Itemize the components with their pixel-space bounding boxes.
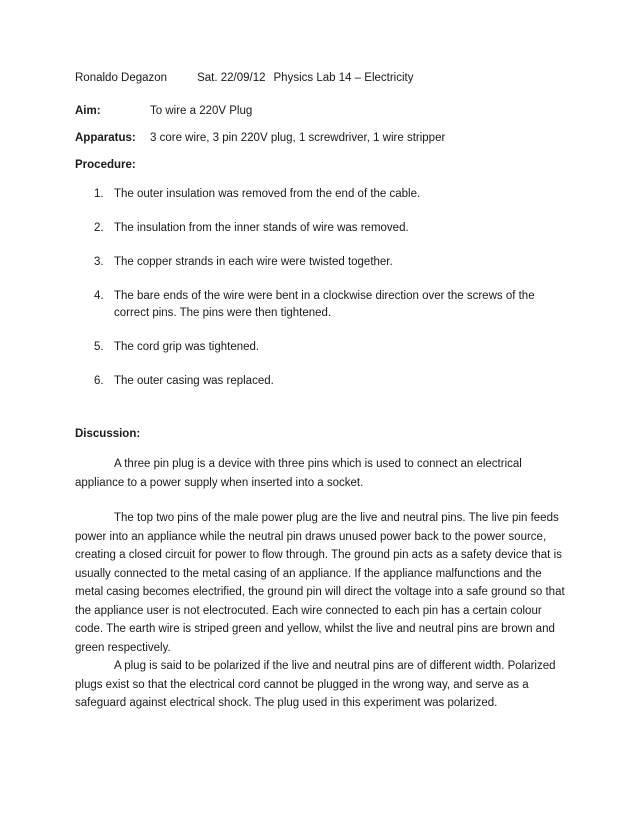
step-text: The copper strands in each wire were twisted together. [114,256,393,268]
discussion-paragraph-2: The top two pins of the male power plug are the live and neutral pins. The live pin feeds power into an appliance while the neutral pin draws unused power back to the power source, creating a closed circuit for power to flow through. The ground pin acts as a safety device that is usually connected to the metal casing of an appliance. If the appliance malfunctions and the metal casing becomes electrified, the ground pin will direct the voltage into a safe ground so that the appliance user is not electrocuted. Each wire connected to each pin has a certain colour code. The earth wire is striped green and yellow, whilst the live and neutral pins are brown and green respectively. [75,512,565,654]
document-header [75,72,413,84]
step-number: 4. [94,290,104,302]
list-item [75,254,555,271]
list-item [75,186,555,203]
apparatus-value: 3 core wire, 3 pin 220V plug, 1 screwdriver, 1 wire stripper [150,132,446,144]
lab-date: Sat. 22/09/12 [197,72,266,84]
aim-label: Aim: [75,105,101,117]
step-text: The cord grip was tightened. [114,341,260,353]
step-text: The outer casing was replaced. [114,375,274,387]
step-text: The insulation from the inner stands of wire was removed. [114,222,409,234]
procedure-list [75,186,555,407]
apparatus-label: Apparatus: [75,132,136,144]
step-number: 1. [94,188,104,200]
aim-value: To wire a 220V Plug [150,105,253,117]
discussion-heading: Discussion: [75,428,141,440]
apparatus-row [75,132,445,144]
step-number: 3. [94,256,104,268]
procedure-heading: Procedure: [75,159,136,171]
step-number: 5. [94,341,104,353]
list-item [75,339,555,356]
discussion-paragraph-1: A three pin plug is a device with three pins which is used to connect an electrical appliance to a power supply when inserted into a socket. [75,458,522,489]
aim-row [75,105,252,117]
author-name: Ronaldo Degazon [75,72,168,84]
step-text: The outer insulation was removed from the end of the cable. [114,188,421,200]
list-item [75,373,555,390]
step-text: The bare ends of the wire were bent in a clockwise direction over the screws of the correct pins. The pins were then tightened. [114,290,535,319]
list-item [75,288,555,322]
step-number: 2. [94,222,104,234]
discussion-paragraph-3: A plug is said to be polarized if the live and neutral pins are of different width. Polarized plugs exist so that the electrical cord cannot be plugged in the wrong way, and serve as a safeguard against electrical shock. The plug used in this experiment was polarized. [75,660,556,709]
step-number: 6. [94,375,104,387]
lab-title: Physics Lab 14 – Electricity [273,72,414,84]
list-item [75,220,555,237]
